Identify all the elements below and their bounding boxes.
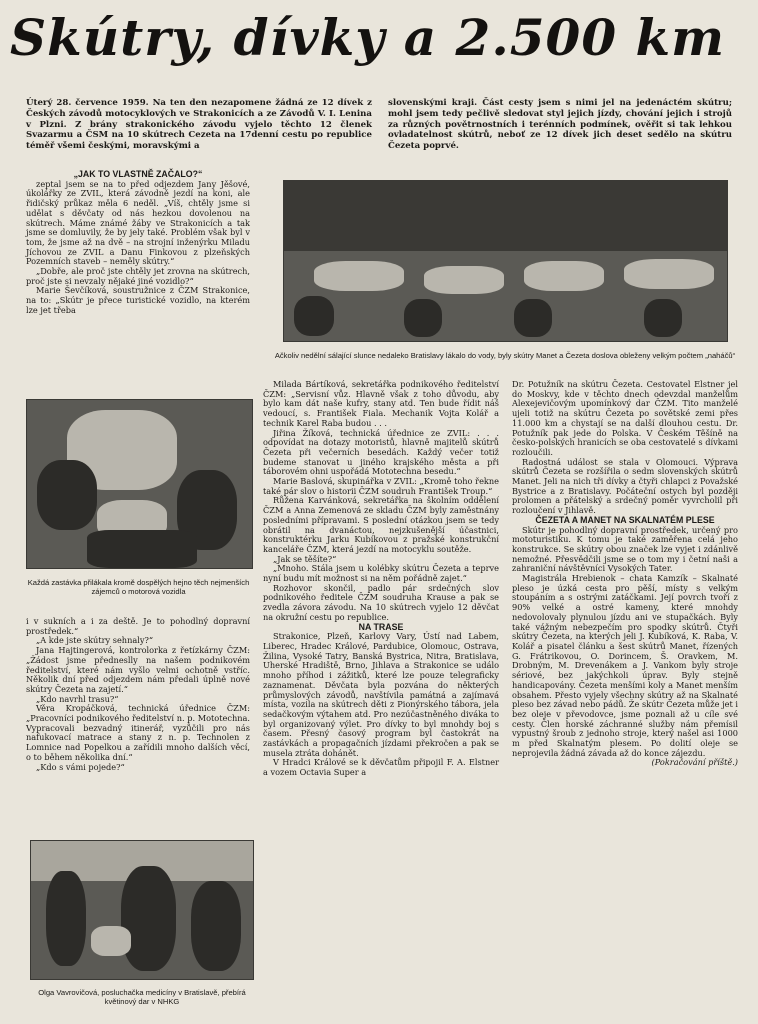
paragraph: Rozhovor skončil, padlo pár srdečných slov podnikového ředitele ČZM soudruha Krause a pak se zvedla závora závodu. Na 10 skútrech vyjelo 12 děvčat na okružní cestu po republice. — [263, 582, 499, 622]
continuation-note: (Pokračování příště.) — [651, 757, 738, 768]
paragraph: Věra Kropáčková, technická úřednice ČZM: „Pracovníci podnikového ředitelství n. p. Mototechna. Vypracovali bezvadný itinerář, vyzůčili pro nás nafukovací matrace a stany z n. p. Technolen z Lomnice nad Popelkou a zařídili mnoho dalších věcí, o to během několika dní.“ — [26, 703, 250, 762]
paragraph: „Kdo s vámi pojede?“ — [36, 761, 125, 772]
headline: Skútry, dívky a 2.500 km — [10, 8, 726, 67]
section-heading-skalnate-pleso: ČEZETA A MANET NA SKALNATÉM PLESE — [535, 514, 715, 525]
column-3 — [512, 380, 738, 768]
paragraph: „Dobře, ale proč jste chtěly jet zrovna na skútrech, proč jste si nevzaly nějaké jiné vozidlo?“ — [26, 266, 250, 286]
paragraph: Růžena Karvánková, sekretářka na školním oddělení ČZM a Anna Zemenová ze skladu ČZM byly zaměstnány posledními přípravami. S poslední otázkou jsem se tedy obrátil na dvanáctou, nejzkušenější účastnici, konstruktérku Jarku Kubíkovou z pražské konstrukční kanceláře ČZM, která jezdí na motocyklu soutěže. — [263, 495, 499, 554]
paragraph: „Jak se těšíte?“ — [273, 553, 337, 564]
paragraph: Skútr je pohodlný dopravní prostředek, určený pro mototuristiku. K tomu je také zaměřena celá jeho konstrukce. Se skútry obou značek lze vyjet i zdánlivě nemožné. Přesvědčili jsme se o tom my i četní naši a zahraniční návštěvníci Vysokých Tater. — [512, 524, 738, 574]
paragraph: Radostná událost se stala v Olomouci. Výprava skútrů Čezeta se rozšířila o sedm slovenských skútrů Manet. Jeli na nich tři dívky a čtyři chlapci z Považské Bystrice a z Bratislavy. Počáteční ostych byl později prolomen a přátelský a srdečný poměr vyvrcholil při rozloučení v Jihlavě. — [512, 456, 738, 516]
paragraph: „Mnoho. Stála jsem u kolébky skútru Čezeta a teprve nyní budu mít možnost si na něm pořádně zajet.“ — [263, 563, 499, 584]
paragraph: Marie Ševčíková, soustružnice z ČZM Strakonice, na to: „Skútr je přece turistické vozidlo, na kterém lze jet třeba — [26, 285, 250, 315]
paragraph: Dr. Potužník na skútru Čezeta. Cestovatel Elstner jel do Moskvy, kde v těchto dnech odevzdal manželům Alexejevičovým upomínkový dar ČZM. Tito manželé ujeli totiž na skútru Čezeta po sovětské zemi přes 11.000 km a chystají se na další dlouhou cestu. Dr. Potužník pak jede do Polska. V Českém Těšíně na česko-polských hranicích se oba cestovatelé s dívkami rozloučili. — [512, 379, 738, 457]
paragraph: Magistrála Hrebienok – chata Kamzík – Skalnaté pleso je úzká cesta pro pěší, místy s velkým stoupáním a s ostrými zatáčkami. Její povrch tvoří z 90% velké a ostré kameny, které mnohdy nedovolovaly plynulou jízdu ani ve stupačkách. Byly také vážným nebezpečím pro spodky skútrů. Čtyři skútry Čezeta, na kterých jeli J. Kubíková, K. Raba, V. Kolář a pisatel článku a šest skútrů Manet, řízených G. Frátrikovou, O. Dorincem, Š. Oravkem, M. Drobným, M. Drevenákem a J. Vankom byly stroje sériové, bez jakýchkoli úprav. Byly stejně handicapovány. Čezeta menšími koly a Manet menším obsahem. Přesto vyjely všechny skútry až na Skalnaté pleso bez závad nebo pádů. Že skútr Čezeta může jet i bez oleje v převodovce, jsme poznali až u cíle své cesty. Člen horské záchranné služby nám přemísil vypustný šroub z jednoho stroje, který našel asi 1000 m před Skalnatým plesem. Po dolití oleje se neprojevila žádná závada až do konce zájezdu. — [512, 573, 738, 758]
paragraph: Strakonice, Plzeň, Karlovy Vary, Ústí nad Labem, Liberec, Hradec Králové, Pardubice, Olomouc, Ostrava, Žilina, Vysoké Tatry, Banská Bystrica, Nitra, Bratislava, Uherské Hradiště, Brno, Jihlava a Strakonice se událo mnoho příhod i zážitků, které lze pouze telegraficky zaznamenat. Děvčata byla pozvána do některých průmyslových závodů, navštívila památná a zajímavá místa, vozila na skútrech děti z Pionýrského tábora, jela sedačkovým výtahem atd. Pro nezúčastněného diváka to byl organizovaný výlet. Pro dívky to byl mnohdy boj s časem. Přesný časový program byl častokrát na zastávkách a propagačních jízdami překročen a pak se musela ztráta dohánět. — [263, 631, 499, 758]
column-1-upper — [26, 170, 250, 316]
column-1-lower — [26, 617, 250, 772]
section-heading-1: „JAK TO VLASTNĚ ZAČALO?“ — [73, 169, 203, 179]
caption-photo-mid: Každá zastávka přilákala kromě dospělých hejno těch nejmenších zájemců o motorová vozidla — [27, 578, 250, 596]
photo-children-scooter — [26, 399, 253, 569]
paragraph: Jiřina Žíková, technická úřednice ze ZVIL: . . . odpovídat na dotazy motoristů, hlavně majitelů skútrů Čezeta při večerních besedách. Každý večer totiž budeme stanovat u jiného krajského města a při táborovém ohni uspořádá Mototechna besedu.“ — [263, 427, 499, 477]
paragraph: Jana Hajtingerová, kontrolorka z řetízkárny ČZM: „Žádost jsme předneslly na našem podnikovém ředitelství, které nám vyšlo velmi ochotně vstříc. Několik dní před odjezdem nám předali úplně nové skútry Čezeta na zajetí.“ — [26, 645, 250, 694]
lead-paragraph-right: slovenskými kraji. Část cesty jsem s nimi jel na jedenáctém skútru; mohl jsem tedy pečlivě sledovat styl jejich jízdy, chování jejich i strojů za různých povětrnostních i terénních podmínek, ověřit si tak lehkou ovladatelnost skútrů, neboť ze 12 dívek jich deset sedělo na skútru Čezeta poprvé. — [388, 98, 732, 152]
paragraph: Milada Bártíková, sekretářka podnikového ředitelství ČZM: „Servisní vůz. Hlavně však z toho důvodu, aby bylo kam dát naše kufry, stany atd. Ten bude řídit náš vedoucí, s. František Fiala. Mechanik Vojta Kolář a technik Karel Raba budou . . . — [263, 379, 499, 428]
caption-photo-bottom: Olga Vavrovičová, posluchačka medicíny v Bratislavě, přebírá květinový dar v NHKG — [38, 988, 246, 1006]
paragraph: i v sukních a i za deště. Je to pohodlný dopravní prostředek.“ — [26, 616, 250, 636]
photo-scooters-crowd — [283, 180, 728, 342]
paragraph: Marie Baslová, skupinářka v ZVIL: „Kromě toho řekne také pár slov o historii ČZM soudruh František Troup.“ — [263, 476, 499, 496]
paragraph: „Kdo navrhl trasu?“ — [36, 693, 119, 704]
section-heading-na-trase: NA TRASE — [358, 621, 404, 632]
paragraph: V Hradci Králové se k děvčatům připojil F. A. Elstner a vozem Octavia Super a — [263, 757, 499, 778]
lead-paragraph-left: Úterý 28. července 1959. Na ten den nezapomene žádná ze 12 dívek z Českých závodů motocyklových ve Strakonicích a ze Závodů V. I. Lenina v Plzni. Z brány strakonického závodu vyjelo těchto 12 členek Svazarmu a ČSM na 10 skútrech Cezeta na 17denní cestu po republice téměř všemi českými, moravskými a — [26, 98, 372, 152]
paragraph: zeptal jsem se na to před odjezdem Jany Jěšové, úkolářky ze ZVIL, která závodně jezdí na koni, ale řidičský průkaz měla 6 neděl. „Víš, chtěly jsme si udělat s děvčaty od nás hezkou dovolenou na skútrech. Máme známé žáby ve Strakonicích a tak jsme se domluvily, že by jely také. Problém však byl v tom, že jsme až na dvě – na strojní inženýrku Miladu Jíchovou ze ZVIL a Danu Finkovou z plzeňských Pozemních staveb – neměly skútry.“ — [26, 178, 250, 267]
column-2 — [263, 380, 499, 778]
paragraph: „A kde jste skútry sehnaly?“ — [36, 635, 154, 646]
caption-photo-top: Ačkoliv nedělní sálající slunce nedaleko Bratislavy lákalo do vody, byly skútry Manet a Čezeta doslova obleženy velkým počtem „naháčů“ — [274, 351, 736, 360]
photo-flower-gift — [30, 840, 254, 980]
